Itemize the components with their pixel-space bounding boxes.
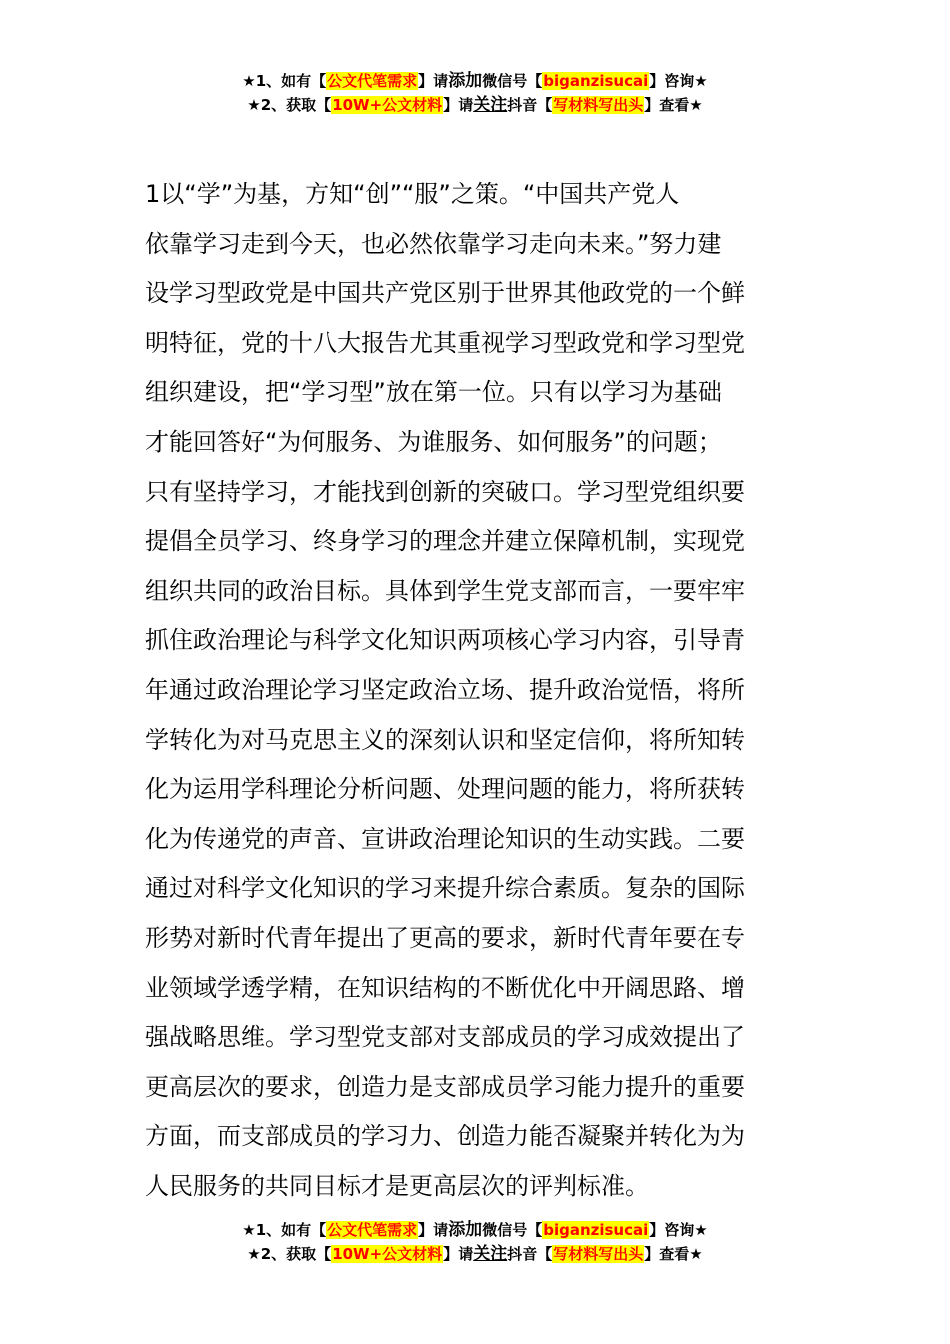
body-line: 依靠学习走到今天，也必然依靠学习走向未来。”努力建 — [145, 229, 722, 258]
promo-line-2 — [0, 1242, 950, 1266]
promo-text: 微信号【 — [482, 1221, 543, 1239]
promo-emphasis: 关注 — [473, 1244, 508, 1264]
promo-text: 】请 — [443, 1245, 474, 1263]
body-line: 设学习型政党是中国共产党区别于世界其他政党的一个鲜 — [145, 279, 745, 308]
body-line: 组织共同的政治目标。具体到学生党支部而言，一要牢牢 — [145, 576, 745, 605]
promo-text: 抖音【 — [507, 96, 553, 114]
promo-highlight-wechat-id: biganzisucai — [543, 1221, 649, 1239]
promo-text: ★2、获取【 — [247, 96, 332, 114]
body-line: 业领域学透学精，在知识结构的不断优化中开阔思路、增 — [145, 973, 745, 1002]
promo-highlight-service: 公文代笔需求 — [327, 1221, 418, 1239]
promo-highlight-wechat-id: biganzisucai — [543, 72, 649, 90]
body-line: 学转化为对马克思主义的深刻认识和坚定信仰，将所知转 — [145, 725, 745, 754]
promo-emphasis: 添加 — [448, 1220, 483, 1240]
body-line: 化为传递党的声音、宣讲政治理论知识的生动实践。二要 — [145, 824, 745, 853]
promo-line-2 — [0, 93, 950, 117]
body-line: 组织建设，把“学习型”放在第一位。只有以学习为基础 — [145, 378, 722, 407]
promo-text: ★1、如有【 — [242, 72, 327, 90]
body-line: 化为运用学科理论分析问题、处理问题的能力，将所获转 — [145, 775, 745, 804]
promo-highlight-douyin-account: 写材料写出头 — [553, 1245, 644, 1263]
body-line: 只有坚持学习，才能找到创新的突破口。学习型党组织要 — [145, 477, 745, 506]
body-paragraph — [145, 170, 810, 1211]
promo-text: 微信号【 — [482, 72, 543, 90]
promo-text: 】咨询★ — [649, 72, 708, 90]
promo-text: 】请 — [418, 72, 449, 90]
body-line: 通过对科学文化知识的学习来提升综合素质。复杂的国际 — [145, 874, 745, 903]
promo-text: 】咨询★ — [649, 1221, 708, 1239]
body-line: 人民服务的共同目标才是更高层次的评判标准。 — [145, 1171, 649, 1200]
body-line: 强战略思维。学习型党支部对支部成员的学习成效提出了 — [145, 1023, 745, 1052]
promo-highlight-douyin-account: 写材料写出头 — [553, 96, 644, 114]
body-line: 提倡全员学习、终身学习的理念并建立保障机制，实现党 — [145, 527, 745, 556]
promo-text: 】查看★ — [644, 96, 703, 114]
promo-header — [0, 69, 950, 117]
promo-highlight-materials: 10W+公文材料 — [332, 96, 443, 114]
promo-text: 】请 — [418, 1221, 449, 1239]
promo-text: ★2、获取【 — [247, 1245, 332, 1263]
promo-highlight-materials: 10W+公文材料 — [332, 1245, 443, 1263]
promo-footer — [0, 1218, 950, 1266]
promo-highlight-service: 公文代笔需求 — [327, 72, 418, 90]
body-line: 抓住政治理论与科学文化知识两项核心学习内容，引导青 — [145, 626, 745, 655]
body-line: 年通过政治理论学习坚定政治立场、提升政治觉悟，将所 — [145, 675, 745, 704]
body-line: 形势对新时代青年提出了更高的要求，新时代青年要在专 — [145, 923, 745, 952]
promo-emphasis: 关注 — [473, 95, 508, 115]
body-line: 才能回答好“为何服务、为谁服务、如何服务”的问题； — [145, 427, 722, 456]
promo-emphasis: 添加 — [448, 71, 483, 91]
body-line: 方面，而支部成员的学习力、创造力能否凝聚并转化为为 — [145, 1122, 745, 1151]
promo-line-1 — [0, 1218, 950, 1242]
body-line: 更高层次的要求，创造力是支部成员学习能力提升的重要 — [145, 1072, 745, 1101]
promo-line-1 — [0, 69, 950, 93]
promo-text: 】请 — [443, 96, 474, 114]
body-line: 1以“学”为基，方知“创”“服”之策。“中国共产党人 — [145, 180, 680, 208]
promo-text: 抖音【 — [507, 1245, 553, 1263]
promo-text: 】查看★ — [644, 1245, 703, 1263]
promo-text: ★1、如有【 — [242, 1221, 327, 1239]
body-line: 明特征，党的十八大报告尤其重视学习型政党和学习型党 — [145, 328, 745, 357]
